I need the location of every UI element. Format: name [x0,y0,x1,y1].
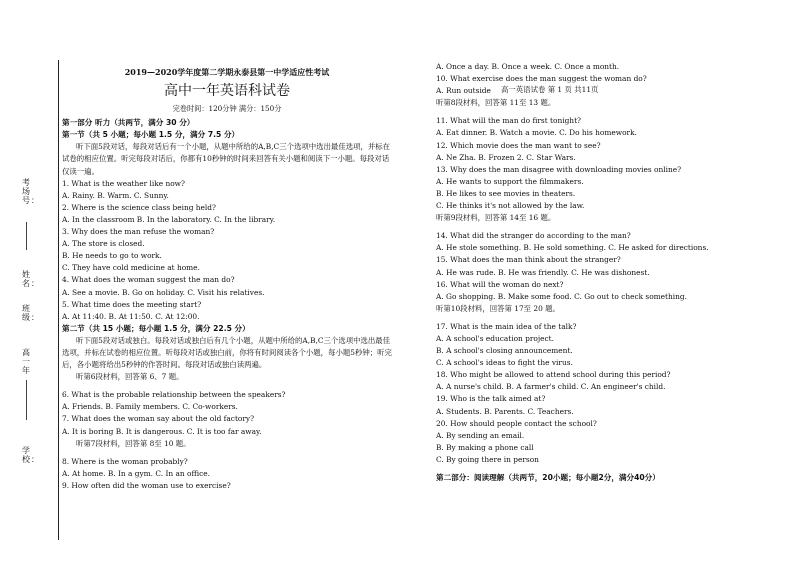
page-footer: 高一英语试卷 第 1 页 共11页 [498,85,601,95]
question-line: A. Students. B. Parents. C. Teachers. [436,406,574,416]
instruction-paragraph: 听下面5段对话，每段对话后有一个小题，从题中所给的A,B,C三个选项中选出最佳选项，并标在试卷的相应位置。听完每段对话后，你都有10秒钟的时间来回答有关小题和阅读下一小题。每段对话仅读一遍。 [62,142,391,176]
question-line: 听第6段材料，回答第 6、7 题。 [76,372,184,382]
question-line: 听第7段材料，回答第 8至 10 题。 [76,438,191,448]
name-label: 姓名： [22,270,40,288]
right-question-list [436,61,781,484]
question-line: A. It is boring B. It is dangerous. C. It is too far away. [62,426,262,436]
question-line: A. A school's education project. [436,333,554,343]
question-line: A. Eat dinner. B. Watch a movie. C. Do his homework. [436,128,637,138]
left-column [62,66,392,492]
question-line: A. Ne Zha. B. Frozen 2. C. Star Wars. [436,152,576,162]
question-line: C. He thinks it's not allowed by the law. [436,201,585,211]
question-line: 14. What did the stranger do according to the man? [436,231,631,241]
question-line: A. He was rude. B. He was friendly. C. He was dishonest. [436,267,650,277]
question-line: 13. Why does the man disagree with downloading movies online? [436,164,682,174]
question-line: 20. How should people contact the school? [436,418,597,428]
question-line: B. By making a phone call [436,442,534,452]
question-line: 6. What is the probable relationship between the speakers? [62,390,286,400]
question-line: 4. What does the woman suggest the man do? [62,275,235,285]
question-line: 听第9段材料，回答第 14至 16 题。 [436,213,556,223]
question-line: 听第10段材料，回答第 17至 20 题。 [436,303,560,313]
question-line: A. Run outside [436,86,491,96]
section-heading: 第二部分：阅读理解（共两节，20小题；每小题2分，满分40分） [436,473,660,482]
question-line: 9. How often did the woman use to exercise? [62,480,231,490]
question-line: 15. What does the man think about the stranger? [436,255,621,265]
binding-line [58,60,59,540]
grade-label: 高一年 [22,348,31,375]
question-line: 听第8段材料，回答第 11至 13 题。 [436,98,556,108]
question-line: A. Rainy. B. Warm. C. Sunny. [62,190,169,200]
exam-room-label: 考场号： [22,178,40,205]
question-line: A. In the classroom B. In the laboratory. C. In the library. [62,214,276,224]
exam-title: 2019—2020学年度第二学期永泰县第一中学适应性考试 [124,67,330,77]
question-line: 12. Which movie does the man want to see? [436,140,601,150]
question-line: A. Go shopping. B. Make some food. C. Go out to check something. [436,291,687,301]
question-line: 16. What will the woman do next? [436,279,564,289]
question-line: 11. What will the man do first tonight? [436,116,581,126]
question-line: A. The store is closed. [62,239,145,249]
subject-title: 高中一年英语科试卷 [164,83,290,100]
section-heading: 第二节（共 15 小题；每小题 1.5 分，满分 22.5 分） [62,323,250,333]
section-heading: 第一部分 听力（共两节，满分 30 分） [62,118,195,128]
question-line: A. Once a day. B. Once a week. C. Once a month. [436,62,620,71]
question-line: 5. What time does the meeting start? [62,299,202,309]
question-line: 17. What is the main idea of the talk? [436,321,577,331]
question-line: A. He wants to support the filmmakers. [436,176,584,186]
blank-line [26,222,27,250]
question-line: B. He needs to go to work. [62,251,162,261]
school-label: 学校： [22,446,40,464]
section-heading: 第一节（共 5 小题；每小题 1.5 分，满分 7.5 分） [62,130,240,140]
right-column [436,61,781,484]
left-question-list [62,117,392,492]
question-line: 3. Why does the man refuse the woman? [62,227,215,237]
question-line: A. He stole something. B. He sold something. C. He asked for directions. [436,243,709,253]
question-line: C. They have cold medicine at home. [62,263,200,273]
question-line: 7. What does the woman say about the old factory? [62,414,255,424]
question-line: 19. Who is the talk aimed at? [436,394,546,404]
question-line: A. Friends. B. Family members. C. Co-workers. [62,402,238,412]
question-line: C. A school's ideas to fight the virus. [436,358,573,368]
question-line: A. By sending an email. [436,430,525,440]
question-line: 10. What exercise does the man suggest the woman do? [436,74,647,84]
question-line: B. A school's closing announcement. [436,346,573,356]
question-line: A. A nurse's child. B. A farmer's child. C. An engineer's child. [436,382,666,392]
question-line: C. By going there in person [436,454,539,464]
question-line: 18. Who might be allowed to attend school during this period? [436,370,671,380]
blank-line [26,380,27,420]
question-line: A. At 11:40. B. At 11:50. C. At 12:00. [62,311,200,321]
question-line: A. See a movie. B. Go on holiday. C. Visit his relatives. [62,287,265,297]
question-line: A. At home. B. In a gym. C. In an office. [62,468,210,478]
question-line: 1. What is the weather like now? [62,178,185,188]
instruction-paragraph: 听下面5段对话或独白。每段对话或独白后有几个小题，从题中所给的A,B,C三个选项中选出最佳选项，并标在试卷的相应位置。听每段对话或独白前，你将有时间阅读各个小题，每小题5秒钟；听完后，各小题将给出5秒钟的作答时间。每段对话或独白读两遍。 [62,335,392,370]
exam-meta: 完卷时间：120分钟 满分：150分 [172,104,282,114]
class-label: 班级： [22,304,40,322]
question-line: B. He likes to see movies in theaters. [436,188,576,198]
question-line: 2. Where is the science class being held? [62,202,216,212]
question-line: 8. Where is the woman probably? [62,456,188,466]
